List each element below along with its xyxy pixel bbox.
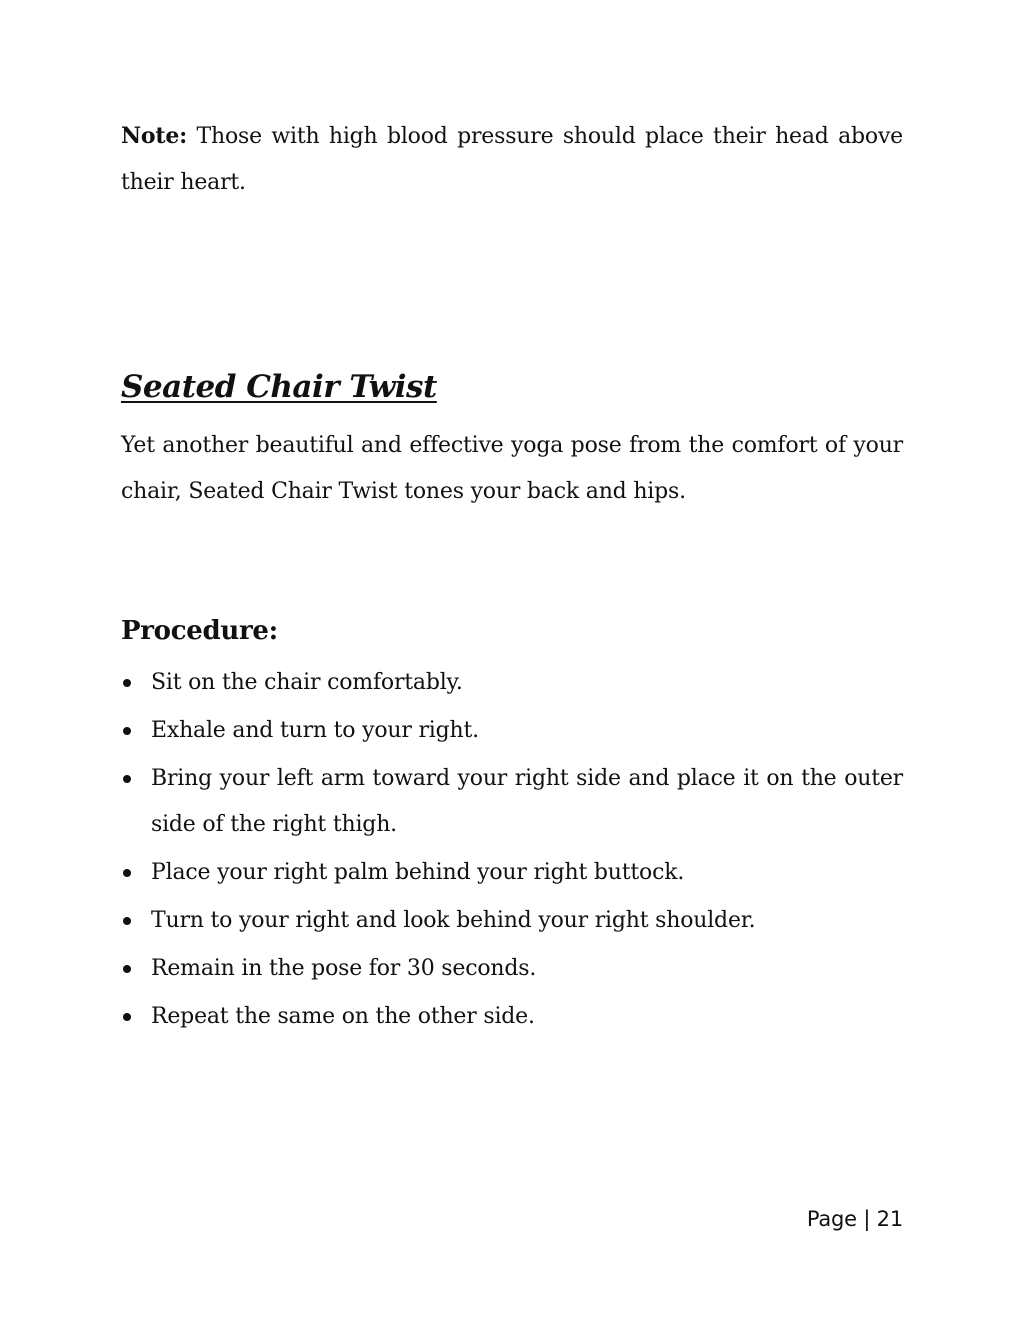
intro-paragraph: Yet another beautiful and effective yoga pose from the comfort of your chair, Seated Chair Twist tones your back and hips. <box>121 433 903 504</box>
list-item <box>121 708 903 754</box>
section-title: Seated Chair Twist <box>121 369 437 405</box>
bullet-icon <box>123 679 131 687</box>
list-item <box>121 660 903 706</box>
bullet-icon <box>123 727 131 735</box>
procedure-steps-list <box>121 660 903 1042</box>
step-text: Exhale and turn to your right. <box>151 718 479 743</box>
list-item <box>121 756 903 848</box>
step-text: Bring your left arm toward your right side and place it on the outer side of the right thigh. <box>151 766 903 837</box>
list-item <box>121 946 903 992</box>
page-number: Page | 21 <box>806 1207 903 1231</box>
bullet-icon <box>123 965 131 973</box>
procedure-heading: Procedure: <box>121 616 278 646</box>
step-text: Turn to your right and look behind your right shoulder. <box>151 908 756 933</box>
step-text: Place your right palm behind your right buttock. <box>151 860 685 885</box>
list-item <box>121 994 903 1040</box>
note-text: Those with high blood pressure should place their head above their heart. <box>121 124 903 195</box>
step-text: Sit on the chair comfortably. <box>151 670 463 695</box>
step-text: Repeat the same on the other side. <box>151 1004 535 1029</box>
bullet-icon <box>123 917 131 925</box>
note-paragraph <box>121 113 903 206</box>
bullet-icon <box>123 1013 131 1021</box>
bullet-icon <box>123 775 131 783</box>
step-text: Remain in the pose for 30 seconds. <box>151 956 537 981</box>
note-label: Note: <box>121 123 188 149</box>
list-item <box>121 850 903 896</box>
bullet-icon <box>123 869 131 877</box>
list-item <box>121 898 903 944</box>
